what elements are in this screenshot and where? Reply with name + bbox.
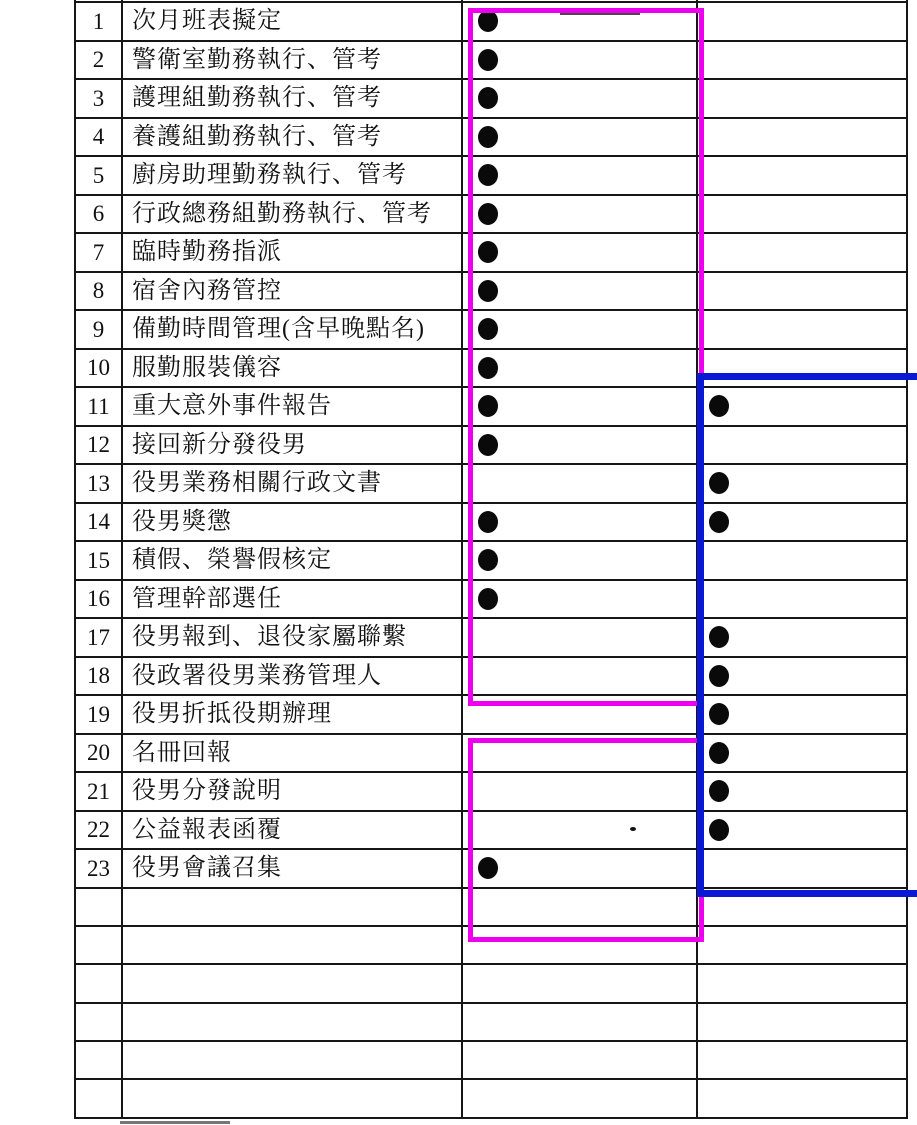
filled-circle-mark — [478, 549, 498, 571]
task-name-cell — [123, 542, 463, 579]
filled-circle-mark — [478, 511, 498, 533]
task-name: 警衛室勤務執行、管考 — [132, 46, 382, 73]
task-name-cell — [123, 42, 463, 79]
row-number: 17 — [87, 624, 110, 650]
row-number: 10 — [87, 355, 110, 381]
row-number: 16 — [87, 586, 110, 612]
filled-circle-mark — [478, 49, 498, 71]
row-number-cell — [74, 927, 123, 963]
row-number-cell — [74, 80, 123, 117]
secondary-mark-cell — [698, 965, 908, 1001]
task-name-cell — [123, 80, 463, 117]
filled-circle-mark — [709, 626, 729, 648]
task-name: 役男會議召集 — [132, 855, 282, 882]
row-number-cell — [74, 0, 123, 1]
task-name: 次月班表擬定 — [132, 8, 282, 35]
table-row — [74, 42, 908, 81]
row-number: 18 — [87, 663, 110, 689]
filled-circle-mark — [478, 857, 498, 879]
primary-mark-cell — [463, 465, 698, 502]
table-row — [74, 119, 908, 158]
secondary-mark-cell — [698, 889, 908, 925]
table-row — [74, 850, 908, 889]
filled-circle-mark — [709, 742, 729, 764]
secondary-mark-cell — [698, 196, 908, 233]
table-empty-row — [74, 927, 908, 965]
task-name: 役男獎懲 — [132, 508, 232, 535]
primary-mark-cell — [463, 427, 698, 464]
task-name-cell — [123, 388, 463, 425]
task-name: 宿舍內務管控 — [132, 277, 282, 304]
row-number-cell — [74, 273, 123, 310]
row-number-cell — [74, 1080, 123, 1116]
row-number-cell — [74, 581, 123, 618]
primary-mark-cell — [463, 812, 698, 849]
duty-checklist-table — [74, 0, 908, 1119]
task-name: 役男報到、退役家屬聯繫 — [132, 624, 407, 651]
secondary-mark-cell — [698, 1004, 908, 1040]
table-row — [74, 812, 908, 851]
row-number: 23 — [87, 855, 110, 881]
scan-streak — [560, 13, 640, 15]
row-number-cell — [74, 427, 123, 464]
row-number-cell — [74, 658, 123, 695]
task-name: 接回新分發役男 — [132, 431, 307, 458]
primary-mark-cell — [463, 773, 698, 810]
secondary-mark-cell — [698, 773, 908, 810]
table-row — [74, 311, 908, 350]
primary-mark-cell — [463, 1042, 698, 1078]
filled-circle-mark — [478, 10, 498, 32]
task-name-cell — [123, 735, 463, 772]
task-name-cell — [123, 581, 463, 618]
primary-mark-cell — [463, 619, 698, 656]
task-name-cell — [123, 157, 463, 194]
task-name-cell — [123, 196, 463, 233]
row-number: 4 — [92, 124, 105, 150]
primary-mark-cell — [463, 696, 698, 733]
secondary-mark-cell — [698, 388, 908, 425]
primary-mark-cell — [463, 350, 698, 387]
filled-circle-mark — [709, 819, 729, 841]
filled-circle-mark — [478, 126, 498, 148]
row-number-cell — [74, 3, 123, 40]
table-row — [74, 465, 908, 504]
task-name: 役男折抵役期辦理 — [132, 701, 332, 728]
filled-circle-mark — [478, 318, 498, 340]
secondary-mark-cell — [698, 234, 908, 271]
secondary-mark-cell — [698, 927, 908, 963]
table-empty-row — [74, 965, 908, 1003]
filled-circle-mark — [478, 588, 498, 610]
row-number: 19 — [87, 701, 110, 727]
task-name-cell — [123, 1042, 463, 1078]
secondary-mark-cell — [698, 80, 908, 117]
secondary-mark-cell — [698, 119, 908, 156]
task-name-cell — [123, 465, 463, 502]
task-name-cell — [123, 889, 463, 925]
row-number-cell — [74, 119, 123, 156]
row-number: 11 — [87, 393, 110, 419]
task-name: 名冊回報 — [132, 739, 232, 766]
table-row — [74, 196, 908, 235]
secondary-mark-cell — [698, 542, 908, 579]
table-row — [74, 735, 908, 774]
secondary-mark-cell — [698, 3, 908, 40]
primary-mark-cell — [463, 658, 698, 695]
row-number-cell — [74, 965, 123, 1001]
task-name-cell — [123, 504, 463, 541]
filled-circle-mark — [709, 472, 729, 494]
row-number-cell — [74, 465, 123, 502]
task-name-cell — [123, 658, 463, 695]
table-row — [74, 80, 908, 119]
row-number-cell — [74, 157, 123, 194]
table-empty-row — [74, 1080, 908, 1118]
row-number-cell — [74, 1042, 123, 1078]
task-name: 役政署役男業務管理人 — [132, 662, 382, 689]
row-number-cell — [74, 1004, 123, 1040]
row-number-cell — [74, 234, 123, 271]
table-row — [74, 234, 908, 273]
primary-mark-cell — [463, 3, 698, 40]
table-row — [74, 581, 908, 620]
table-empty-row — [74, 1004, 908, 1042]
secondary-mark-cell — [698, 42, 908, 79]
row-number-cell — [74, 812, 123, 849]
row-number-cell — [74, 619, 123, 656]
task-name: 役男業務相關行政文書 — [132, 470, 382, 497]
table-row — [74, 619, 908, 658]
primary-mark-cell — [463, 504, 698, 541]
primary-mark-cell — [463, 273, 698, 310]
filled-circle-mark — [709, 780, 729, 802]
filled-circle-mark — [478, 395, 498, 417]
primary-mark-cell — [463, 1004, 698, 1040]
row-number-cell — [74, 735, 123, 772]
row-number-cell — [74, 889, 123, 925]
task-name-cell — [123, 773, 463, 810]
primary-mark-cell — [463, 388, 698, 425]
task-name-cell — [123, 311, 463, 348]
task-name-cell — [123, 1080, 463, 1116]
filled-circle-mark — [478, 357, 498, 379]
table-row — [74, 350, 908, 389]
primary-mark-cell — [463, 196, 698, 233]
secondary-mark-cell — [698, 1042, 908, 1078]
secondary-mark-cell — [698, 812, 908, 849]
secondary-mark-cell — [698, 311, 908, 348]
task-name-cell — [123, 427, 463, 464]
primary-mark-cell — [463, 850, 698, 887]
table-row — [74, 658, 908, 697]
primary-mark-cell — [463, 311, 698, 348]
secondary-mark-cell — [698, 427, 908, 464]
row-number: 13 — [87, 470, 110, 496]
primary-mark-cell — [463, 234, 698, 271]
row-number-cell — [74, 42, 123, 79]
secondary-mark-cell — [698, 157, 908, 194]
row-number: 3 — [92, 85, 105, 111]
filled-circle-mark — [709, 665, 729, 687]
filled-circle-mark — [709, 511, 729, 533]
table-row — [74, 696, 908, 735]
row-number: 8 — [92, 278, 105, 304]
filled-circle-mark — [478, 203, 498, 225]
secondary-mark-cell — [698, 696, 908, 733]
row-number: 14 — [87, 509, 110, 535]
task-name-cell — [123, 234, 463, 271]
table-row — [74, 157, 908, 196]
scan-artifact-dot — [630, 827, 636, 831]
filled-circle-mark — [478, 241, 498, 263]
task-name-cell — [123, 696, 463, 733]
task-name-cell — [123, 850, 463, 887]
table-row — [74, 504, 908, 543]
secondary-mark-cell — [698, 273, 908, 310]
table-row — [74, 273, 908, 312]
primary-mark-cell — [463, 80, 698, 117]
task-name: 養護組勤務執行、管考 — [132, 123, 382, 150]
primary-mark-cell — [463, 119, 698, 156]
row-number: 20 — [87, 740, 110, 766]
task-name: 管理幹部選任 — [132, 585, 282, 612]
task-name-cell — [123, 3, 463, 40]
task-name: 廚房助理勤務執行、管考 — [132, 162, 407, 189]
primary-mark-cell — [463, 965, 698, 1001]
task-name: 備勤時間管理(含早晚點名) — [132, 316, 425, 343]
secondary-mark-cell — [698, 350, 908, 387]
task-name: 臨時勤務指派 — [132, 239, 282, 266]
table-row — [74, 773, 908, 812]
row-number-cell — [74, 850, 123, 887]
primary-mark-cell — [463, 581, 698, 618]
filled-circle-mark — [709, 703, 729, 725]
row-number: 15 — [87, 547, 110, 573]
task-name: 重大意外事件報告 — [132, 393, 332, 420]
task-name: 公益報表函覆 — [132, 816, 282, 843]
row-number-cell — [74, 388, 123, 425]
filled-circle-mark — [478, 434, 498, 456]
row-number-cell — [74, 696, 123, 733]
secondary-mark-cell — [698, 1080, 908, 1116]
row-number: 9 — [92, 316, 105, 342]
task-name-cell — [123, 350, 463, 387]
primary-mark-cell — [463, 927, 698, 963]
task-name: 積假、榮譽假核定 — [132, 547, 332, 574]
task-name-cell — [123, 0, 463, 1]
secondary-mark-cell — [698, 850, 908, 887]
secondary-mark-cell — [698, 619, 908, 656]
row-number-cell — [74, 311, 123, 348]
row-number: 2 — [92, 47, 105, 73]
row-number-cell — [74, 350, 123, 387]
table-row — [74, 388, 908, 427]
filled-circle-mark — [478, 164, 498, 186]
table-row — [74, 542, 908, 581]
row-number: 6 — [92, 201, 105, 227]
secondary-mark-cell — [698, 0, 908, 1]
row-number-cell — [74, 773, 123, 810]
primary-mark-cell — [463, 735, 698, 772]
task-name-cell — [123, 619, 463, 656]
scan-streak — [120, 1121, 230, 1124]
task-name-cell — [123, 812, 463, 849]
table-empty-row — [74, 1042, 908, 1080]
row-number: 22 — [87, 817, 110, 843]
primary-mark-cell — [463, 889, 698, 925]
row-number: 12 — [87, 432, 110, 458]
row-number: 7 — [92, 239, 105, 265]
table-empty-row — [74, 889, 908, 927]
task-name: 護理組勤務執行、管考 — [132, 85, 382, 112]
task-name-cell — [123, 1004, 463, 1040]
primary-mark-cell — [463, 1080, 698, 1116]
filled-circle-mark — [478, 87, 498, 109]
primary-mark-cell — [463, 42, 698, 79]
task-name: 服勤服裝儀容 — [132, 354, 282, 381]
table-row — [74, 3, 908, 42]
secondary-mark-cell — [698, 658, 908, 695]
row-number: 1 — [92, 8, 105, 34]
row-number-cell — [74, 196, 123, 233]
secondary-mark-cell — [698, 465, 908, 502]
task-name: 行政總務組勤務執行、管考 — [132, 200, 432, 227]
secondary-mark-cell — [698, 581, 908, 618]
filled-circle-mark — [709, 395, 729, 417]
row-number: 21 — [87, 778, 110, 804]
table-row — [74, 427, 908, 466]
secondary-mark-cell — [698, 735, 908, 772]
task-name-cell — [123, 273, 463, 310]
task-name: 役男分發說明 — [132, 778, 282, 805]
task-name-cell — [123, 927, 463, 963]
filled-circle-mark — [478, 280, 498, 302]
primary-mark-cell — [463, 157, 698, 194]
secondary-mark-cell — [698, 504, 908, 541]
row-number: 5 — [92, 162, 105, 188]
primary-mark-cell — [463, 542, 698, 579]
primary-mark-cell — [463, 0, 698, 1]
row-number-cell — [74, 542, 123, 579]
task-name-cell — [123, 965, 463, 1001]
task-name-cell — [123, 119, 463, 156]
row-number-cell — [74, 504, 123, 541]
